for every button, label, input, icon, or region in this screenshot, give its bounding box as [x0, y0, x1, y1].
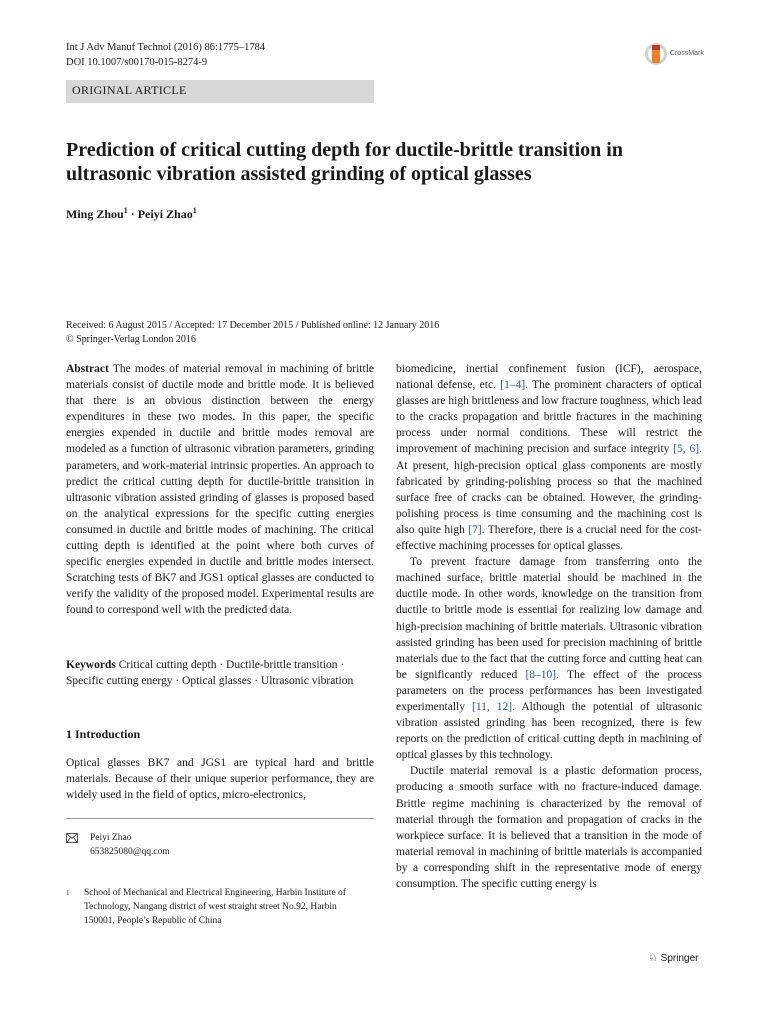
abstract-label: Abstract [66, 363, 109, 375]
section-heading-introduction: 1 Introduction [66, 727, 141, 741]
journal-header [66, 40, 265, 70]
mail-icon [66, 833, 78, 843]
abstract-text: The modes of material removal in machining of brittle materials consist of ductile mode and brittle mode. It is believed that there is an obvious distinction between the energy expenditures in these two modes. In this paper, the specific energies expended in ductile and brittle modes removal are modeled as a function of ultrasonic vibration parameters, grinding parameters, and work-material intrinsic properties. An approach to predict the critical cutting depth for ductile-brittle transition in ultrasonic vibration assisted grinding of glasses is proposed based on the analytical expressions for the specific cutting energies consumed in ductile and brittle modes of machining. The critical cutting depth is identified at the point where both curves of specific energies expended in ductile and brittle modes intersect. Scratching tests of BK7 and JGS1 optical glasses are conducted to verify the validity of the proposed model. Experimental results are found to correspond well with the predicted data. [66, 363, 375, 617]
affiliation-text: School of Mechanical and Electrical Engineering, Harbin Institute of Technology, Nangang district of west straight street No.92, Harbin 150001, People’s Republic of China [84, 888, 346, 926]
crossmark-icon [644, 41, 668, 69]
doi[interactable]: DOI 10.1007/s00170-015-8274-9 [66, 57, 208, 68]
keywords-label: Keywords [66, 659, 116, 671]
text-run: . The prominent characters of optical glasses are high brittleness and low fracture toughness, which lead to the cracks propagation and brittle fractures in the machining process under normal conditions. These will restrict the improvement of machining precision and surface integrity [396, 379, 702, 456]
contact-email[interactable]: 653825080@qq.com [90, 847, 170, 857]
text-run: biomedicine, inertial confinement fusion (ICF), aerospace, national defense, etc. [396, 363, 702, 392]
intro-paragraph: Optical glasses BK7 and JGS1 are typical hard and brittle materials. Because of their unique superior performance, they are widely used in the field of optics, micro-electronics, [66, 757, 374, 802]
citation-link[interactable]: [11, 12] [471, 700, 513, 713]
author-separator: · [127, 207, 138, 221]
article-type: ORIGINAL ARTICLE [72, 83, 187, 97]
keywords-text: Critical cutting depth · Ductile-brittle transition · Specific cutting energy · Optical glasses · Ultrasonic vibration [66, 659, 354, 688]
text-run: To prevent fracture damage from transferring onto the machined surface, brittle material should be machined in the ductile mode. In other words, knowledge on the transition from ductile to brittle mode is essential for realizing low damage and high-precision machining of brittle materials. Ultrasonic vibration assisted grinding has been used for precision machining of brittle materials due to the fact that the cutting force and cutting heat can be significantly reduced [396, 556, 702, 681]
publisher-name: Springer [660, 953, 699, 964]
text-run: . The effect of the process parameters on the process performances has been investigated experimentally [396, 668, 702, 713]
copyright: © Springer-Verlag London 2016 [66, 334, 196, 345]
crossmark-label: CrossMark [670, 50, 704, 57]
crossmark-badge[interactable] [644, 41, 754, 71]
history-dates: Received: 6 August 2015 / Accepted: 17 December 2015 / Published online: 12 January 2016 [66, 320, 440, 331]
citation-link[interactable]: [1–4] [500, 379, 526, 392]
corresponding-author [66, 831, 170, 859]
article-dates [66, 319, 439, 347]
author-list [66, 206, 197, 222]
author-name[interactable]: Ming Zhou [66, 207, 124, 221]
text-run: . At present, high-precision optical glass components are mostly fabricated by grinding-polishing process so that the machined surface free of cracks can be obtained. However, the grinding-polishing process is time consuming and the machining cost is also quite high [396, 443, 702, 536]
author-affiliation-mark: 1 [123, 206, 128, 215]
affiliation-number: 1 [66, 889, 70, 897]
abstract [66, 361, 374, 619]
article-title: Prediction of critical cutting depth for ductile-brittle transition in ultrasonic vibration assisted grinding of optical glasses [66, 139, 623, 185]
author-affiliation-mark: 1 [192, 206, 197, 215]
text-run: . Therefore, there is a crucial need for the cost-effective machining processes for optical glasses. [396, 523, 702, 553]
affiliation [66, 886, 366, 928]
body-paragraph [396, 554, 702, 763]
footnote-divider [66, 818, 374, 819]
body-paragraph [396, 361, 702, 554]
body-right-column [396, 361, 702, 892]
citation-link[interactable]: [5, 6] [673, 443, 700, 456]
citation-link[interactable]: [8–10] [525, 668, 557, 681]
text-run: . Although the potential of ultrasonic vibration assisted grinding has been recognized, there is few reports on the prediction of critical cutting depth in machining of optical glasses by this technology. [396, 700, 702, 762]
publisher-logo [648, 951, 698, 964]
citation-link[interactable]: [7] [468, 523, 482, 536]
author-name[interactable]: Peiyi Zhao [137, 207, 193, 221]
keywords [66, 657, 374, 689]
body-paragraph: Ductile material removal is a plastic deformation process, producing a smooth surface with no fracture-induced damage. Brittle regime machining is characterized by the removal of material through the formation and propagation of cracks in the workpiece surface. It is believed that a transition in the mode of material removal in machining of brittle materials is accompanied by a corresponding shift in the representative mode of energy consumption. The specific cutting energy is [396, 765, 702, 890]
springer-horse-icon: ♘ [648, 952, 658, 964]
journal-citation: Int J Adv Manuf Technol (2016) 86:1775–1784 [66, 42, 266, 53]
contact-name: Peiyi Zhao [90, 833, 132, 843]
